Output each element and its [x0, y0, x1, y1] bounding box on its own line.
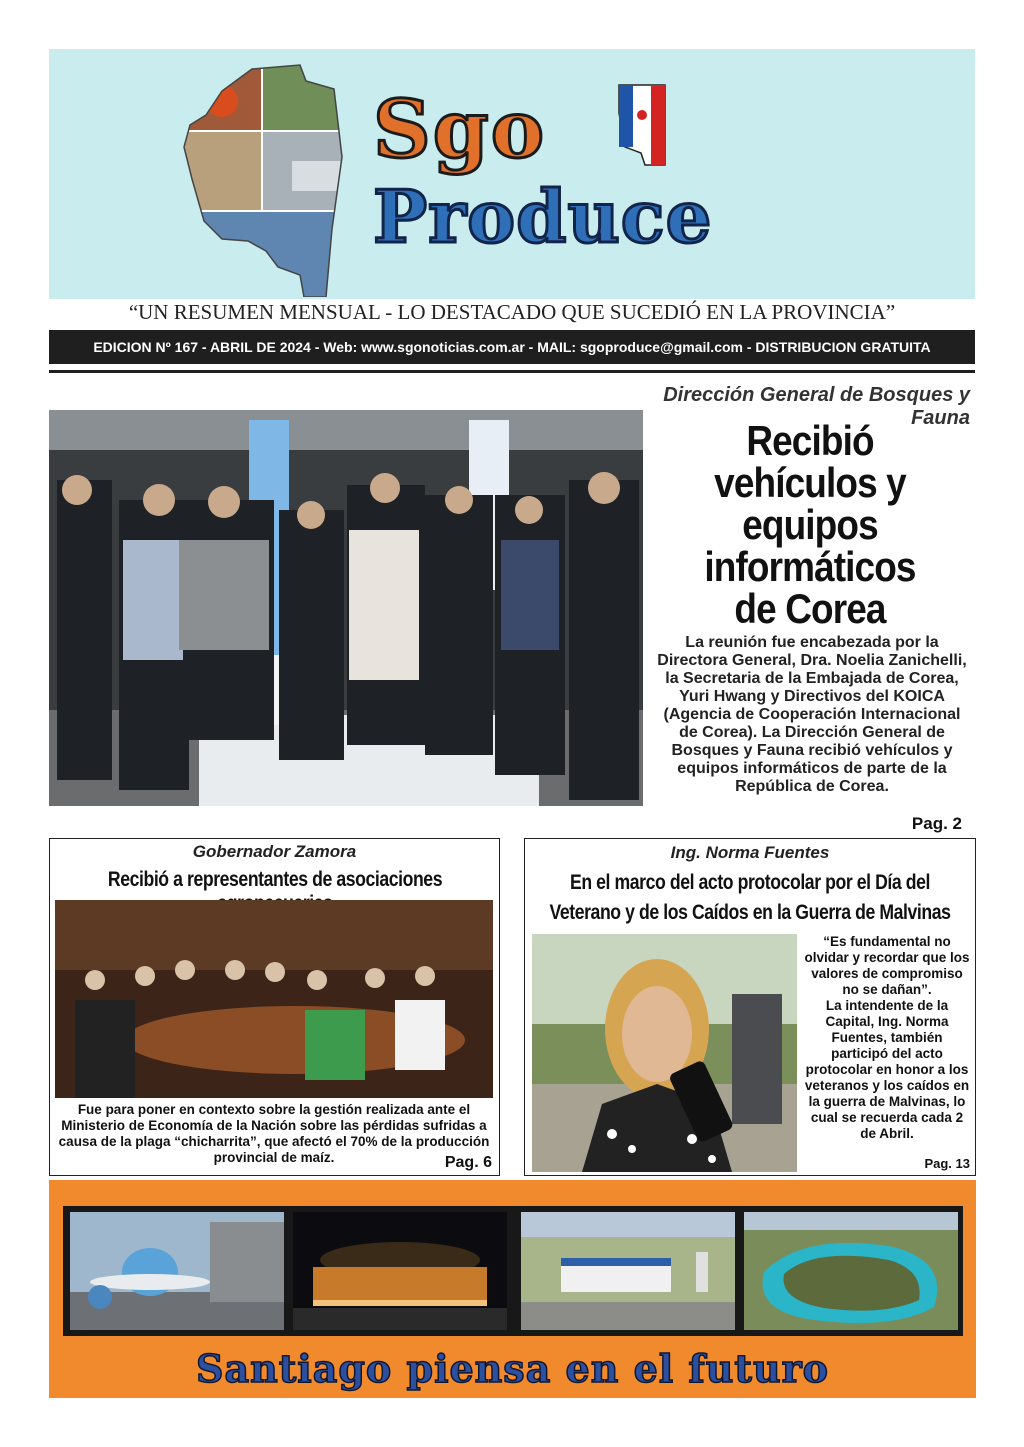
banner-slogan: Santiago piensa en el futuro — [196, 1346, 829, 1391]
story-left-kicker: Gobernador Zamora — [192, 842, 357, 861]
story-right-headline — [548, 868, 951, 928]
edition-info-bar: EDICION Nº 167 - ABRIL DE 2024 - Web: www.sgonoticias.com.ar - MAIL: sgoproduce@gmail.com - DISTRIBUCION GRATUITA — [49, 330, 975, 364]
airplane-photo — [70, 1212, 284, 1330]
story-right-quote: “Es fundamental no olvidar y recordar que los valores de compromiso no se dañan”. — [804, 934, 970, 997]
story-right-headline-line: Veterano y de los Caídos en la Guerra de Malvinas — [549, 901, 951, 924]
story-left-body: Fue para poner en contexto sobre la gestión realizada ante el Ministerio de Economía de la Nación sobre las pérdidas sufridas a causa de la plaga “chicharrita”, que afectó el 70% de la producción provincial de maíz. — [58, 1102, 490, 1165]
airport-aerial-photo — [521, 1212, 735, 1330]
racetrack-aerial-photo — [744, 1212, 958, 1330]
story-right-photo — [532, 934, 797, 1172]
lead-headline-line: equipos — [742, 501, 878, 548]
logo-produce-text: Produce — [373, 174, 713, 259]
story-left-headline: Recibió a representantes de asociaciones — [107, 868, 443, 891]
lead-headline-line: de Corea — [734, 585, 886, 632]
story-right-kicker: Ing. Norma Fuentes — [670, 843, 830, 862]
lead-headline — [678, 417, 942, 632]
story-left-photo — [55, 900, 493, 1098]
province-map-collage-image — [182, 61, 382, 297]
lead-page-ref: Pag. 2 — [911, 814, 962, 833]
lead-headline-line: informáticos — [704, 543, 916, 590]
lead-body: La reunión fue encabezada por la Directora General, Dra. Noelia Zanichelli, la Secretaria de la Embajada de Corea, Yuri Hwang y Directivos del KOICA (Agencia de Cooperación Internacional de Corea). La Dirección General de Bosques y Fauna recibió vehículos y equipos informáticos de parte de la República de Corea. — [657, 634, 967, 795]
lead-headline-line: Recibió — [746, 417, 874, 464]
story-right-body: La intendente de la Capital, Ing. Norma Fuentes, también participó del acto protocolar en honor a los veteranos y los caídos en la guerra de Malvinas, lo cual se recuerda cada 2 de Abril. — [804, 998, 970, 1141]
story-right-text — [804, 934, 970, 1142]
province-flag-icon — [615, 83, 669, 167]
story-left-page-ref: Pag. 6 — [444, 1154, 492, 1171]
lead-headline-line: vehículos y — [714, 459, 906, 506]
terminal-night-photo — [293, 1212, 507, 1330]
masthead — [49, 49, 975, 299]
tagline: “UN RESUMEN MENSUAL - LO DESTACADO QUE SUCEDIÓ EN LA PROVINCIA” — [128, 300, 896, 324]
story-right-page-ref: Pag. 13 — [924, 1156, 970, 1171]
story-right-headline-line: En el marco del acto protocolar por el Día del — [569, 871, 931, 894]
logo-sgo-text: Sgo — [373, 82, 547, 176]
divider — [49, 370, 975, 373]
lead-kicker: Dirección General de Bosques y Fauna — [663, 384, 970, 429]
lead-story-photo — [49, 410, 643, 806]
